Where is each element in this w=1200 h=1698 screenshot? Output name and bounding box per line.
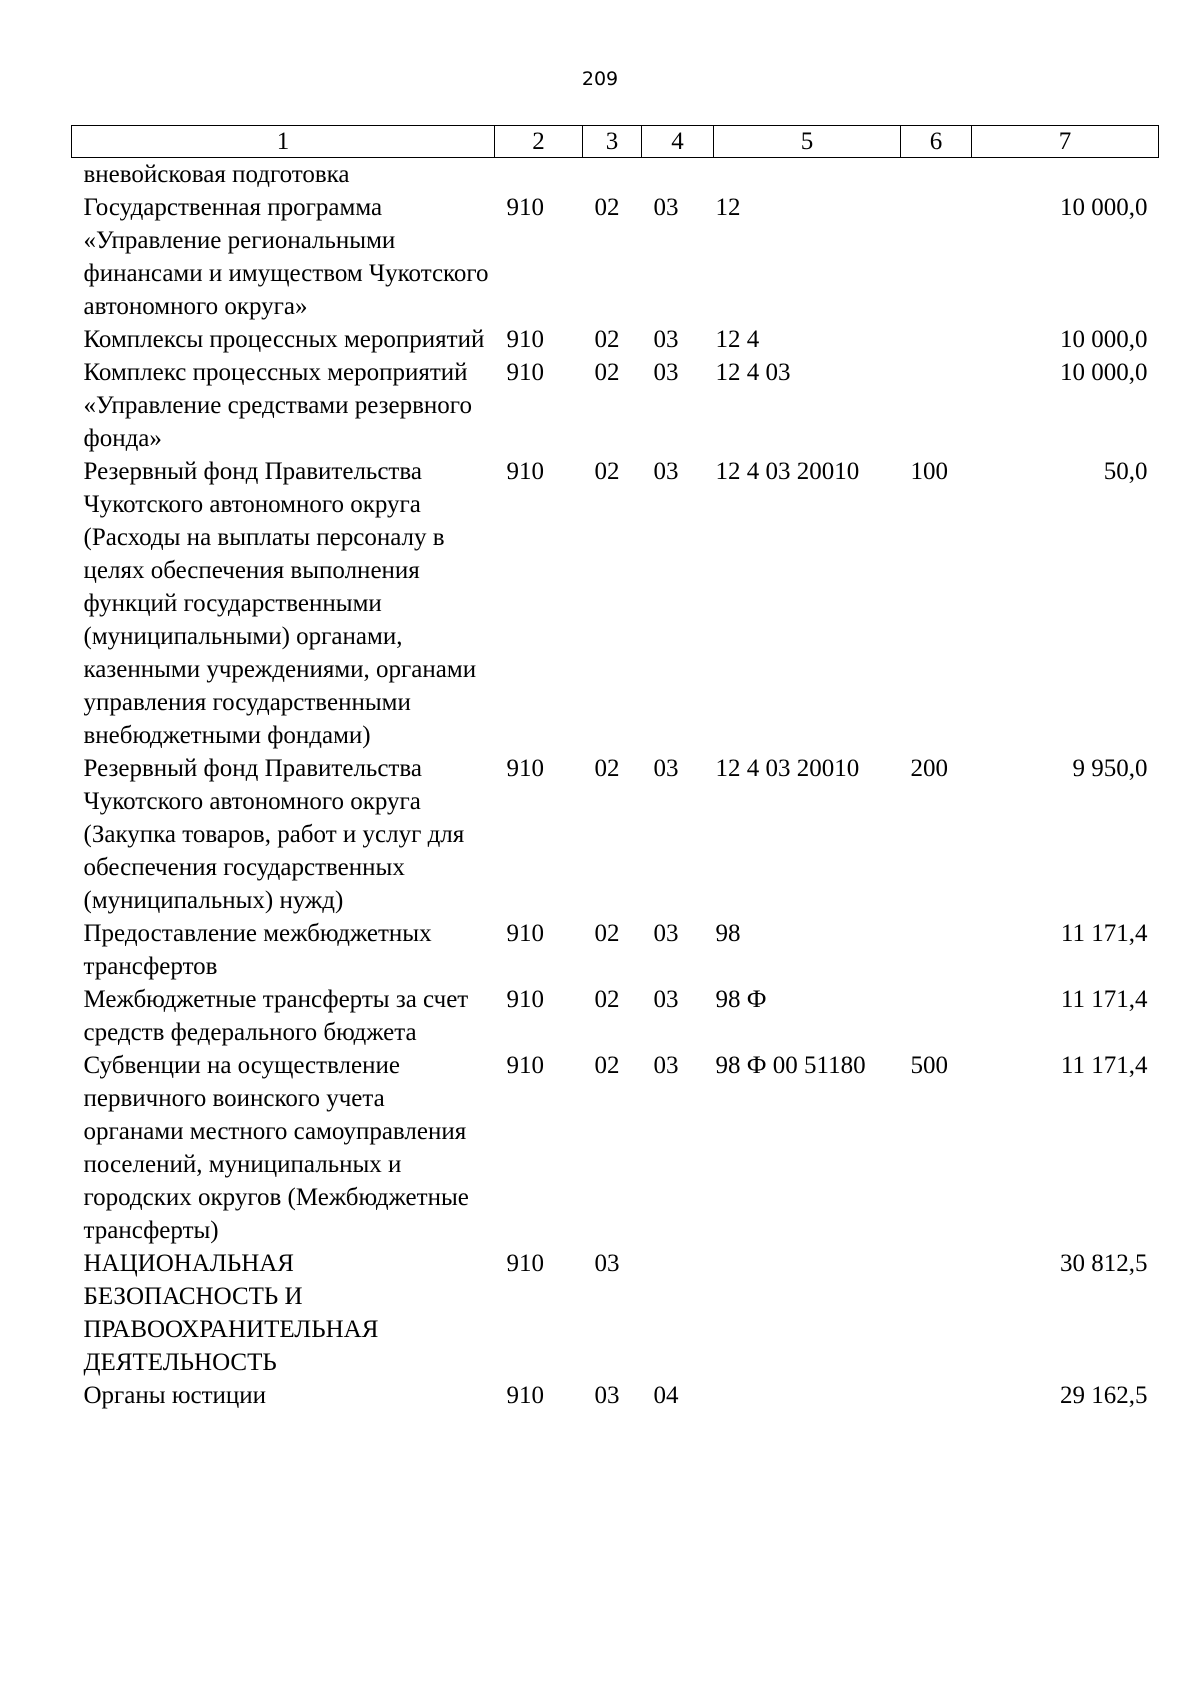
row-expense-type: 200 — [910, 755, 948, 782]
column-header-6: 6 — [901, 126, 972, 158]
row-expense-type — [901, 983, 972, 1049]
row-admin-code: 910 — [506, 1052, 544, 1079]
row-amount: 10 000,0 — [1060, 194, 1148, 221]
row-section-code: 02 — [594, 359, 620, 386]
row-admin-code: 910 — [506, 359, 544, 386]
row-amount: 10 000,0 — [1060, 359, 1148, 386]
row-amount: 11 171,4 — [1060, 1052, 1148, 1079]
row-section-code — [583, 158, 642, 192]
table-header — [72, 126, 1159, 158]
row-expense-type — [901, 917, 972, 983]
row-amount — [972, 158, 1159, 192]
row-section-code: 03 — [594, 1382, 620, 1409]
row-name: Субвенции на осуществление первичного воинского учета органами местного самоуправления поселений, муниципальных и городских округов (Межбюджетные трансферты) — [83, 1052, 469, 1244]
row-target-code — [714, 1247, 901, 1379]
row-section-code: 03 — [594, 1250, 620, 1277]
row-target-code: 12 4 03 — [715, 359, 791, 386]
table-row — [72, 1247, 1159, 1379]
row-admin-code: 910 — [506, 326, 544, 353]
row-target-code: 98 Ф 00 51180 — [715, 1052, 866, 1079]
row-expense-type — [901, 1247, 972, 1379]
row-admin-code: 910 — [506, 986, 544, 1013]
row-name: НАЦИОНАЛЬНАЯ БЕЗОПАСНОСТЬ И ПРАВООХРАНИТЕЛЬНАЯ ДЕЯТЕЛЬНОСТЬ — [83, 1250, 379, 1376]
row-admin-code: 910 — [506, 755, 544, 782]
page-number: 209 — [581, 68, 619, 90]
row-subsection-code: 03 — [653, 755, 679, 782]
row-admin-code: 910 — [506, 1382, 544, 1409]
table-row — [72, 1379, 1159, 1412]
header-row — [72, 126, 1159, 158]
table-row — [72, 158, 1159, 192]
row-name: Органы юстиции — [83, 1382, 267, 1409]
row-amount: 50,0 — [1103, 458, 1148, 485]
column-header-1: 1 — [72, 126, 495, 158]
row-target-code: 12 — [715, 194, 741, 221]
row-amount: 10 000,0 — [1060, 326, 1148, 353]
column-header-5: 5 — [714, 126, 901, 158]
column-header-7: 7 — [972, 126, 1159, 158]
row-expense-type — [901, 323, 972, 356]
row-target-code: 12 4 03 20010 — [715, 755, 860, 782]
row-expense-type — [901, 356, 972, 455]
row-target-code: 98 — [715, 920, 741, 947]
row-name: вневойсковая подготовка — [83, 161, 350, 188]
row-subsection-code: 03 — [653, 326, 679, 353]
row-admin-code: 910 — [506, 920, 544, 947]
row-section-code: 02 — [594, 755, 620, 782]
table-row — [72, 356, 1159, 455]
row-section-code: 02 — [594, 326, 620, 353]
row-expense-type: 500 — [910, 1052, 948, 1079]
row-target-code — [714, 158, 901, 192]
row-section-code: 02 — [594, 458, 620, 485]
row-expense-type: 100 — [910, 458, 948, 485]
row-subsection-code: 03 — [653, 1052, 679, 1079]
table-body — [72, 158, 1159, 1413]
table-row — [72, 1049, 1159, 1247]
row-admin-code: 910 — [506, 458, 544, 485]
row-admin-code: 910 — [506, 194, 544, 221]
row-admin-code: 910 — [506, 1250, 544, 1277]
row-amount: 9 950,0 — [1072, 755, 1148, 782]
row-amount: 30 812,5 — [1060, 1250, 1148, 1277]
table-row — [72, 917, 1159, 983]
row-section-code: 02 — [594, 986, 620, 1013]
row-name: Межбюджетные трансферты за счет средств федерального бюджета — [83, 986, 469, 1046]
row-name: Государственная программа «Управление региональными финансами и имуществом Чукотского автономного округа» — [83, 194, 489, 320]
column-header-4: 4 — [642, 126, 714, 158]
table-row — [72, 752, 1159, 917]
row-subsection-code: 03 — [653, 920, 679, 947]
row-target-code: 12 4 03 20010 — [715, 458, 860, 485]
row-name: Комплекс процессных мероприятий «Управление средствами резервного фонда» — [83, 359, 472, 452]
row-subsection-code: 03 — [653, 986, 679, 1013]
budget-table — [71, 125, 1159, 1412]
table-row — [72, 983, 1159, 1049]
row-amount: 11 171,4 — [1060, 986, 1148, 1013]
row-subsection-code: 03 — [653, 359, 679, 386]
row-expense-type — [901, 158, 972, 192]
row-section-code: 02 — [594, 920, 620, 947]
row-name: Резервный фонд Правительства Чукотского автономного округа (Закупка товаров, работ и услуг для обеспечения государственных (муниципальных) нужд) — [83, 755, 465, 914]
table-row — [72, 455, 1159, 752]
row-name: Резервный фонд Правительства Чукотского автономного округа (Расходы на выплаты персоналу в целях обеспечения выполнения функций государственными (муниципальными) органами, казенными учреждениями, органами управления государственными внебюджетными фондами) — [83, 458, 477, 749]
row-subsection-code: 04 — [653, 1382, 679, 1409]
row-amount: 11 171,4 — [1060, 920, 1148, 947]
column-header-3: 3 — [583, 126, 642, 158]
row-expense-type — [901, 191, 972, 323]
row-subsection-code: 03 — [653, 194, 679, 221]
row-target-code — [714, 1379, 901, 1412]
row-subsection-code — [642, 1247, 714, 1379]
row-section-code: 02 — [594, 1052, 620, 1079]
column-header-2: 2 — [495, 126, 583, 158]
table-row — [72, 323, 1159, 356]
row-subsection-code — [642, 158, 714, 192]
row-expense-type — [901, 1379, 972, 1412]
row-section-code: 02 — [594, 194, 620, 221]
row-target-code: 98 Ф — [715, 986, 767, 1013]
row-target-code: 12 4 — [715, 326, 760, 353]
row-amount: 29 162,5 — [1060, 1382, 1148, 1409]
row-subsection-code: 03 — [653, 458, 679, 485]
row-name: Предоставление межбюджетных трансфертов — [83, 920, 432, 980]
row-name: Комплексы процессных мероприятий — [83, 326, 485, 353]
table-row — [72, 191, 1159, 323]
row-admin-code — [495, 158, 583, 192]
